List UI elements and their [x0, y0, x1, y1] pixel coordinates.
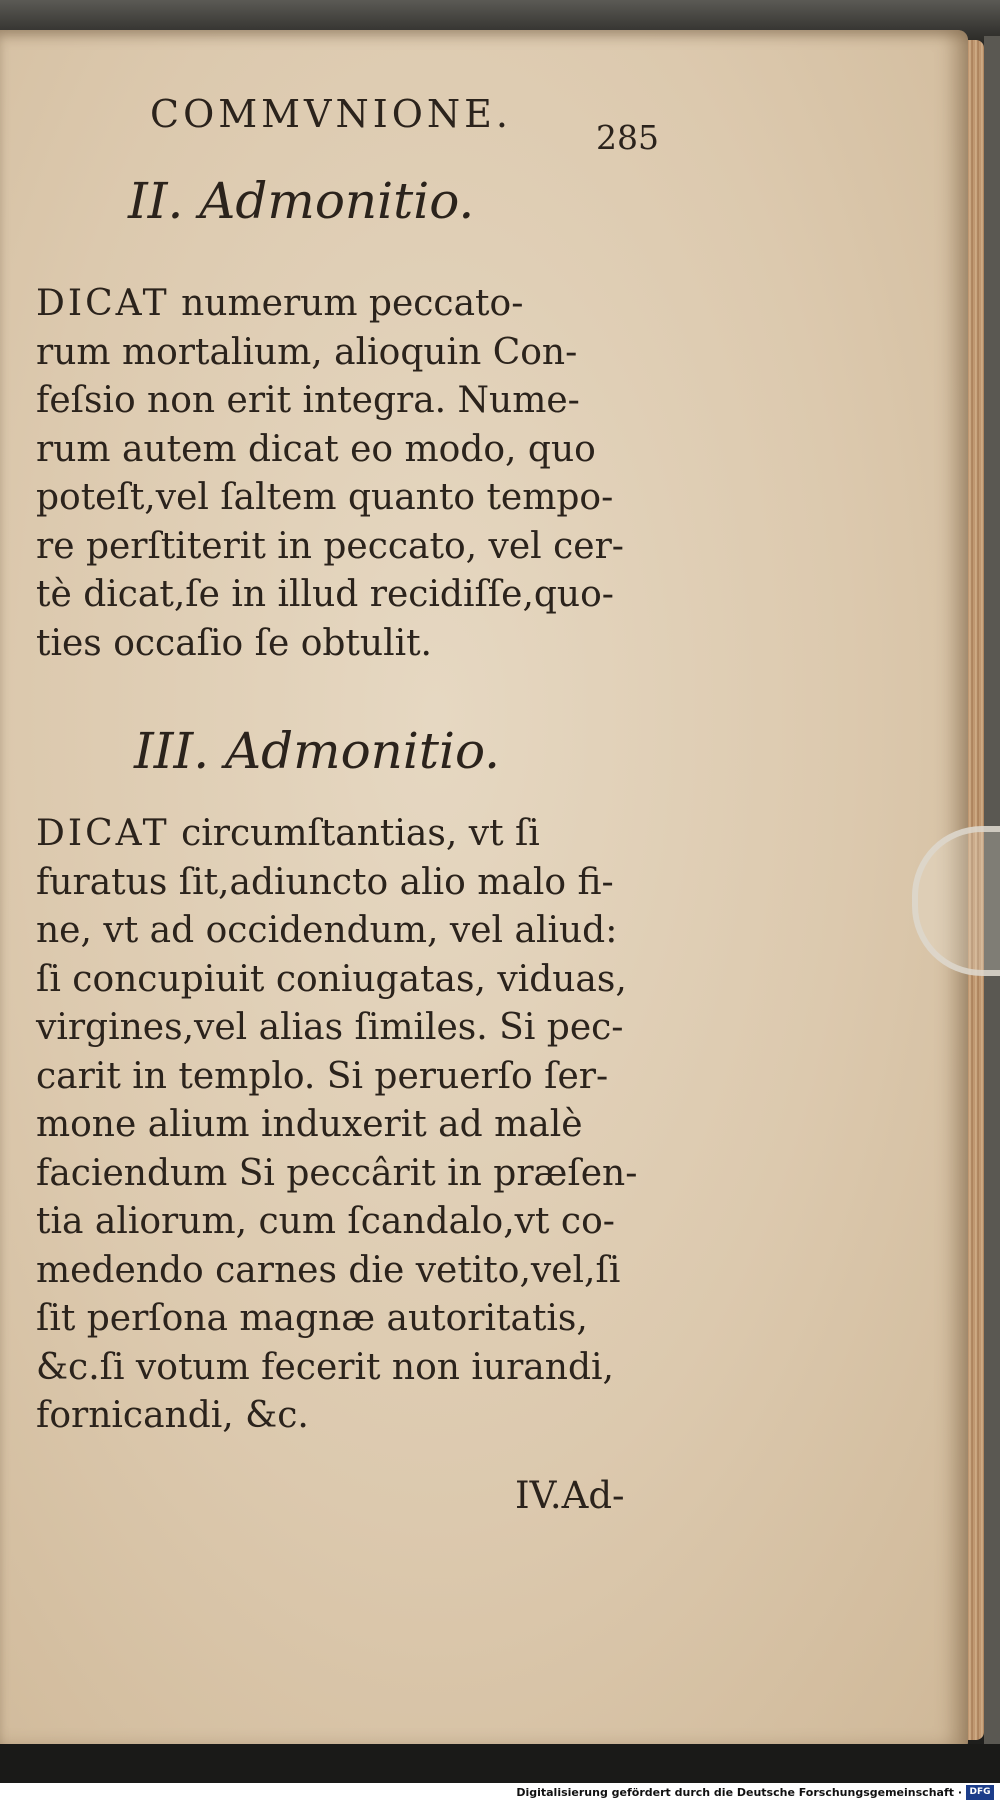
text-line: tia aliorum, cum ſcandalo,vt co- — [36, 1201, 615, 1242]
text-line: medendo carnes die vetito,vel,ſi — [36, 1249, 621, 1291]
paragraph-first-line — [36, 810, 666, 859]
text-line: poteſt,vel ſaltem quanto tempo- — [36, 477, 614, 518]
text-line: mone alium induxerit ad malè — [36, 1104, 583, 1145]
page-number: 285 — [596, 118, 659, 157]
running-head: COMMVNIONE. — [150, 92, 512, 136]
first-line-text: circumſtantias, vt ſi — [181, 813, 540, 854]
text-line: &c.ſi votum fecerit non iurandi, — [36, 1346, 614, 1388]
text-line: tè dicat,ſe in illud recidiſſe,quo- — [36, 574, 614, 615]
text-line: ſit perſona magnæ autoritatis, — [36, 1298, 588, 1339]
text-line: feſsio non erit integra. Nume- — [36, 380, 580, 421]
section-heading-admonitio-2: II. Admonitio. — [128, 172, 475, 230]
text-line: ties occaſio ſe obtulit. — [36, 622, 432, 664]
text-line: carit in templo. Si peruerſo ſer- — [36, 1055, 609, 1097]
paragraph-first-line — [36, 280, 666, 329]
digitization-credit: Digitalisierung gefördert durch die Deutsche Forschungsgemeinschaft · — [516, 1786, 962, 1799]
first-line-text: numerum peccato- — [181, 283, 524, 324]
paragraph-admonitio-2 — [36, 280, 666, 668]
lead-word: DICAT — [36, 813, 170, 854]
text-line: re perſtiterit in peccato, vel cer- — [36, 525, 624, 567]
text-line: rum autem dicat eo modo, quo — [36, 428, 596, 470]
text-line: ſi concupiuit coniugatas, viduas, — [36, 958, 627, 1000]
section-heading-admonitio-3: III. Admonitio. — [134, 722, 501, 780]
text-line: virgines,vel alias ſimiles. Si pec- — [36, 1007, 624, 1048]
text-line: ne, vt ad occidendum, vel aliud: — [36, 910, 618, 951]
text-line: faciendum Si peccârit in præſen- — [36, 1152, 638, 1194]
text-line: fornicandi, &c. — [36, 1395, 309, 1436]
dfg-logo: DFG — [966, 1785, 994, 1800]
paragraph-admonitio-3 — [36, 810, 666, 1441]
text-line: furatus ſit,adiuncto alio malo fi- — [36, 861, 614, 903]
lead-word: DICAT — [36, 283, 170, 324]
text-line: rum mortalium, alioquin Con- — [36, 331, 578, 373]
catchword: IV.Ad- — [515, 1474, 625, 1517]
